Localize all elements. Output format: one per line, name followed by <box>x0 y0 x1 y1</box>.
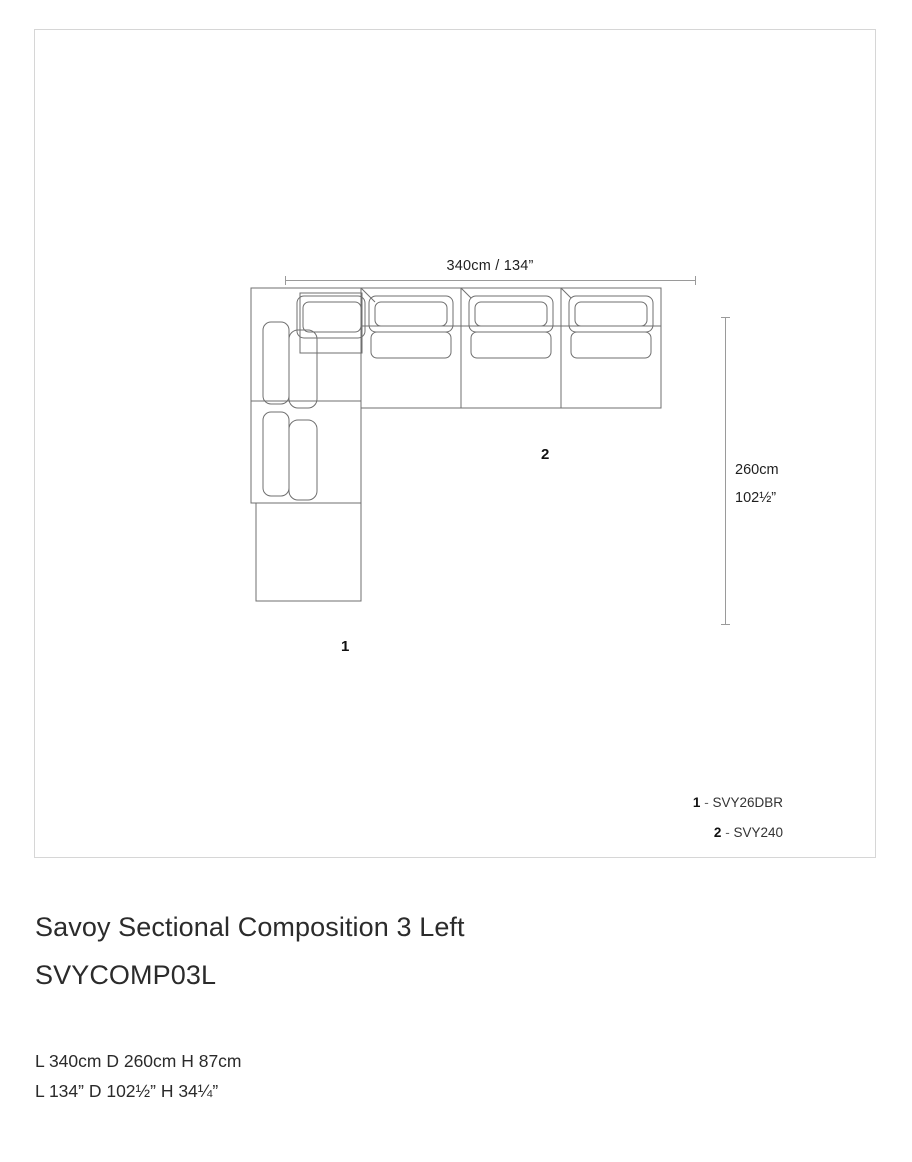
width-dimension-line <box>285 280 696 281</box>
module-legend <box>693 788 783 848</box>
depth-dimension-line <box>725 317 726 625</box>
module-marker-1: 1 <box>341 638 350 655</box>
depth-dimension-label <box>735 456 779 512</box>
legend-key-2: 2 <box>713 825 722 840</box>
product-caption <box>35 903 835 999</box>
sectional-plan-drawing <box>35 30 877 859</box>
depth-dimension-in: 102½” <box>735 490 777 506</box>
width-dimension-label: 340cm / 134” <box>446 258 534 274</box>
depth-dimension-cm: 260cm <box>735 462 779 478</box>
legend-code-1: SVY26DBR <box>712 795 783 810</box>
legend-separator: - <box>704 795 709 810</box>
legend-separator: - <box>725 825 730 840</box>
dimensions-metric: L 340cm D 260cm H 87cm <box>35 1051 242 1071</box>
module-marker-2: 2 <box>541 446 550 463</box>
legend-code-2: SVY240 <box>733 825 783 840</box>
legend-key-1: 1 <box>692 795 701 810</box>
product-dimensions <box>35 1046 242 1106</box>
dimensions-imperial: L 134” D 102½” H 34¼” <box>35 1081 219 1101</box>
legend-item-2 <box>693 818 783 848</box>
product-title: Savoy Sectional Composition 3 Left <box>35 912 465 942</box>
diagram-frame <box>34 29 876 858</box>
legend-item-1 <box>693 788 783 818</box>
product-sku: SVYCOMP03L <box>35 960 217 990</box>
